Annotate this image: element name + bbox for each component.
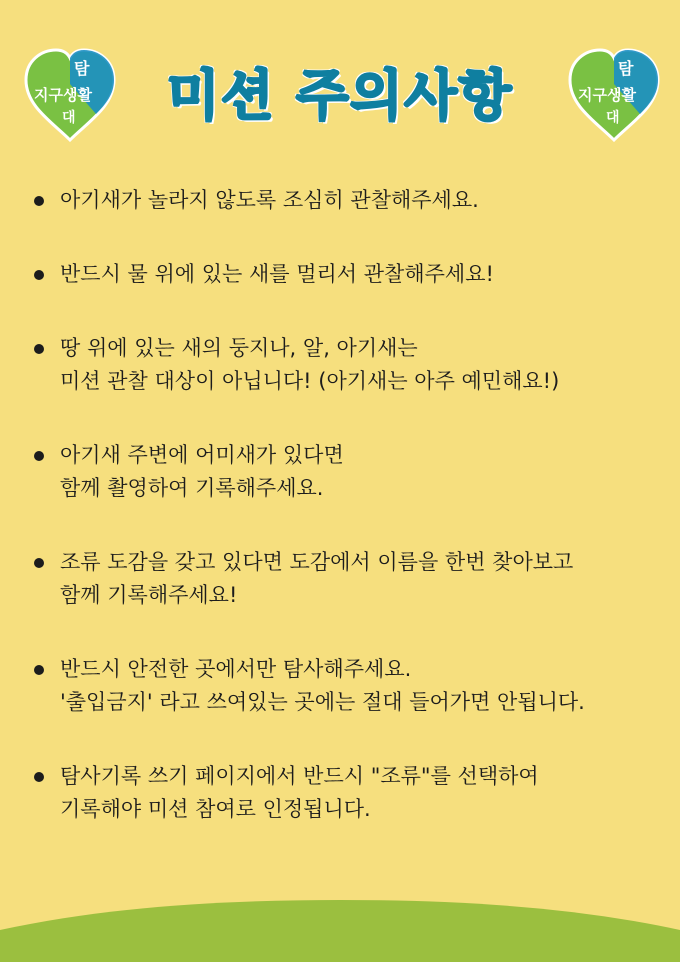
caution-item <box>34 546 674 612</box>
caution-item <box>34 184 674 217</box>
bullet-icon <box>34 270 44 280</box>
caution-item <box>34 653 674 719</box>
caution-text: 아기새가 놀라지 않도록 조심히 관찰해주세요. <box>60 188 479 212</box>
caution-text: '출입금지' 라고 쓰여있는 곳에는 절대 들어가면 안됩니다. <box>60 690 585 714</box>
heart-map-logo-icon <box>566 44 662 144</box>
bullet-icon <box>34 344 44 354</box>
page-title: 미션 주의사항 <box>167 64 513 127</box>
caution-item <box>34 258 674 291</box>
caution-text: 아기새 주변에 어미새가 있다면 <box>60 443 344 467</box>
caution-text: 조류 도감을 갖고 있다면 도감에서 이름을 한번 찾아보고 <box>60 550 574 574</box>
caution-text: 기록해야 미션 참여로 인정됩니다. <box>60 797 371 821</box>
caution-text: 함께 촬영하여 기록해주세요. <box>60 476 324 500</box>
green-ground-decoration <box>0 900 680 962</box>
bullet-icon <box>34 665 44 675</box>
logo-text-mid: 지구생활 <box>34 86 92 104</box>
logo-text-mid: 지구생활 <box>578 86 636 104</box>
logo-text-bottom: 대 <box>62 110 76 126</box>
caution-text: 탐사기록 쓰기 페이지에서 반드시 "조류"를 선택하여 <box>60 764 539 788</box>
caution-text: 반드시 안전한 곳에서만 탐사해주세요. <box>60 657 412 681</box>
logo-text-top: 탐 <box>74 59 90 78</box>
bullet-icon <box>34 196 44 206</box>
caution-item <box>34 332 674 398</box>
caution-text: 땅 위에 있는 새의 둥지나, 알, 아기새는 <box>60 336 418 360</box>
caution-item <box>34 760 674 826</box>
caution-list <box>34 184 674 867</box>
caution-text: 함께 기록해주세요! <box>60 583 238 607</box>
caution-item <box>34 439 674 505</box>
logo-text-top: 탐 <box>618 59 634 78</box>
bullet-icon <box>34 451 44 461</box>
bullet-icon <box>34 558 44 568</box>
caution-text: 반드시 물 위에 있는 새를 멀리서 관찰해주세요! <box>60 262 494 286</box>
caution-text: 미션 관찰 대상이 아닙니다! (아기새는 아주 예민해요!) <box>60 369 560 393</box>
logo-text-bottom: 대 <box>606 110 620 126</box>
bullet-icon <box>34 772 44 782</box>
